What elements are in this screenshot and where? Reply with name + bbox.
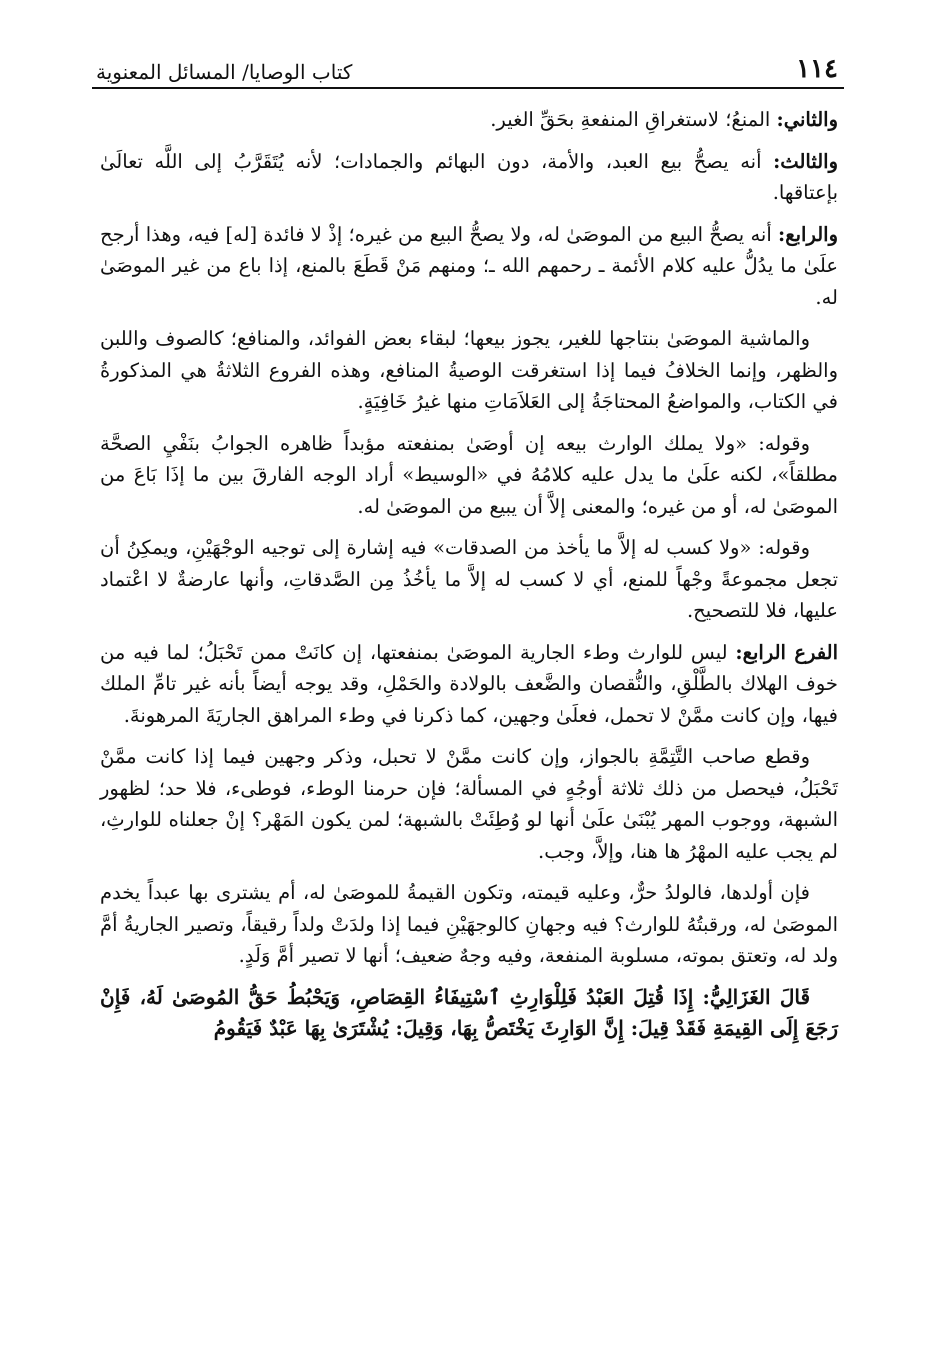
paragraph — [100, 323, 838, 418]
paragraph-text: وقطع صاحب التَّتِمَّةِ بالجواز، وإن كانت ممَّنْ لا تحبل، وذكر وجهين فيما إذا كانت ممَّنْ تَحْبَلُ، فيحصل من ذلك ثلاثة أوجُهٍ في المسألة؛ فإن حرمنا الوطء، فوطىء، فلا حد؛ لظهور الشبهة، ووجوب المهر يُبْنَىٰ علَىٰ أنها لو وُطِئَتْ بالشبهة؛ لمن يكون المَهْر؟ إنْ جعلناه للوارثِ، لم يجب عليه المهْرُ ها هنا، وإلاَّ، وجب. — [100, 745, 838, 863]
paragraph — [100, 741, 838, 867]
page-header — [96, 40, 838, 84]
header-rule — [92, 87, 844, 89]
paragraph — [100, 146, 838, 209]
paragraph-text: أنه يصحُّ بيع العبد، والأمة، دون البهائم والجمادات؛ لأنه يُتَقَرَّبُ إلى اللَّه تعالَىٰ بإعتاقها. — [100, 149, 838, 204]
quote-text: إِذَا قُتِلَ العَبْدُ فَلِلْوَارِثِ ٱسْتِيفَاءُ القِصَاصِ، وَيَحْبُطُ حَقُّ المُوصَىٰ لَهُ، فَإِنْ رَجَعَ إِلَى القِيمَةِ فَقَدْ قِيلَ: إِنَّ الوَارِثَ يَخْتَصُّ بِهَا، وَقِيلَ: يُشْتَرَىٰ بِهَا عَبْدٌ فَيَقُومُ — [100, 984, 838, 1040]
paragraph-text: وقوله: «ولا يملك الوارث بيعه إن أوصَىٰ بمنفعته مؤبداً ظاهره الجوابُ بنَفْيِ الصحَّة مطلقاً»، لكنه علَىٰ ما يدل عليه كلامُهُ في «الوسيط» أراد الوجه الفارقَ بين ما إذَا بَاعَ من الموصَىٰ له، أو من غيره؛ والمعنى إلاَّ أن يبيع من الموصَىٰ له. — [100, 431, 838, 518]
paragraph-text: فإن أولدها، فالولدُ حرٌّ، وعليه قيمته، وتكون القيمةُ للموصَىٰ له، أم يشترى بها عبداً يخدم الموصَىٰ له، ورقبتُهُ للوارث؟ فيه وجهانِ كالوجهَيْنِ فيما إذا ولدَتْ ولداً رقيقاً، وتصير الجاريةُ أمَّ ولد له، وتعتق بموته، مسلوبة المنفعة، وفيه وجهٌ ضعيف؛ أنها لا تصير أمَّ وَلَدٍ. — [100, 881, 838, 967]
paragraph-text: ليس للوارث وطء الجارية الموصَىٰ بمنفعتها، إن كانَتْ ممن تَحْبَلُ؛ لما فيه من خوف الهلاك بالطَّلْقِ، والنُّقصان والضَّعف بالولادة والحَمْلِ، وقد يوجه أيضاً بأنه غير تامِّ الملك فيها، وإن كانت ممَّنْ لا تحمل، فعلَىٰ وجهين، كما ذكرنا في وطء المراهق الجاريَةَ المرهونةَ. — [100, 640, 838, 727]
quoted-text — [100, 982, 838, 1045]
paragraph-lead: والرابع: — [778, 222, 838, 246]
paragraph — [100, 637, 838, 732]
paragraph-lead: والثالث: — [773, 149, 838, 173]
paragraph-text: والماشية الموصَىٰ بنتاجها للغير، يجوز بيعها؛ لبقاء بعض الفوائد، والمنافع؛ كالصوف واللبن والظهر، وإنما الخلافُ فيما إذا استغرقت الوصيةُ المنافع، وهذه الفروع الثلاثةُ هي المذكورةُ في الكتاب، والمواضعُ المحتاجَةُ إلى العَلاَمَاتِ منها غيرُ خَافِيَةٍ. — [100, 327, 838, 413]
paragraph-lead: والثاني: — [776, 108, 838, 131]
quote-lead: قَالَ الغَزَالِيُّ: — [702, 984, 811, 1009]
page-number: ١١٤ — [796, 54, 838, 84]
paragraph — [100, 104, 838, 136]
page-body — [100, 104, 838, 1055]
paragraph — [100, 532, 838, 627]
running-title: كتاب الوصايا/ المسائل المعنوية — [96, 60, 353, 84]
paragraph-lead: الفرع الرابع: — [735, 640, 838, 664]
paragraph-text: المنعُ؛ لاستغراقِ المنفعةِ بحَقِّ الغير. — [490, 108, 777, 131]
paragraph-text: أنه يصحُّ البيع من الموصَىٰ له، ولا يصحُّ البيع من غيره؛ إذْ لا فائدة [له] فيه، وهذا أرجح علَىٰ ما يدُلُّ عليه كلام الأئمة ـ رحمهم الله ـ؛ ومنهم مَنْ قَطَعَ بالمنع، إذا باع من غير الموصَىٰ له. — [100, 222, 838, 309]
paragraph — [100, 877, 838, 972]
paragraph — [100, 219, 838, 314]
paragraph-text: وقوله: «ولا كسب له إلاَّ ما يأخذ من الصدقات» فيه إشارة إلى توجيه الوجْهَيْنِ، ويمكِنُ أن تجعل مجموعةً وجْهاً للمنع، أي لا كسب له إلاَّ ما يأخُذُ مِن الصَّدقاتِ، وأنها عارضةٌ لا اعْتماد عليها، فلا للتصحيح. — [100, 536, 838, 622]
paragraph — [100, 428, 838, 523]
